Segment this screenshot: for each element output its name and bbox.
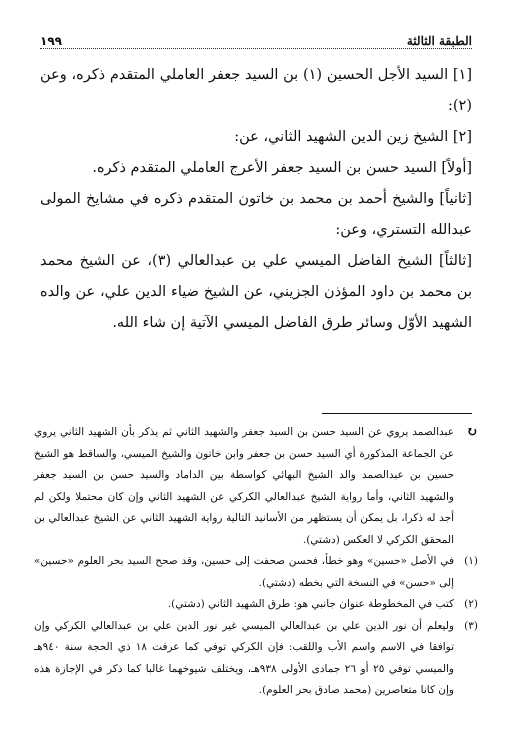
- footnotes: [34, 422, 478, 702]
- footnote-text: كتب في المخطوطة عنوان جانبي هو: طرق الشهيد الثاني (دشتي).: [167, 598, 454, 610]
- footnote-2: [34, 594, 478, 616]
- footnote-text: عبدالصمد يروي عن السيد حسن بن السيد جعفر والشهيد الثاني ثم يذكر بأن الشهيد الثاني يروي عن الجماعة المذكورة أي السيد حسن بن جعفر وابن خاتون والشيخ الميسي، والساقط هو الشيخ حسين بن عبدالصمد والد الشيخ البهائي كواسطة بين الداماد والسيد حسن بن السيد جعفر والشهيد الثاني، وأما رواية الشيخ عبدالعالي الكركي عن الشهيد الثاني وإن كان محتملا ولكن لم أجد له ذكرا، بل يمكن أن يستظهر من الأسانيد التالية رواية الشهيد الثاني عن الشيخ عبدالعالي بن المحقق الكركي لا العكس (دشتي).: [34, 426, 454, 546]
- text-line-4: [ثانياً] والشيخ أحمد بن محمد بن خاتون المتقدم ذكره في مشايخ المولى عبدالله التستري، وعن:: [40, 191, 472, 238]
- footnote-marker: (٢): [464, 598, 478, 610]
- footnote-marker: (١): [464, 555, 478, 567]
- footnote-text: وليعلم أن نور الدين علي بن عبدالعالي الميسي غير نور الدين علي بن عبدالعالي الكركي وإن توافقا في الاسم واسم الأب واللقب: فإن الكركي توفي كما عرفت ١٨ ذي الحجة سنة ٩٤٠هـ والميسي توفي ٢٥ أو ٢٦ جمادى الأولى ٩٣٨هـ، ويختلف شيوخهما غالبا كما ذكر في الإجازة هذه وإن كانا متعاصرين (محمد صادق بحر العلوم).: [34, 619, 455, 696]
- footnote-1: [34, 551, 478, 594]
- running-header: [40, 28, 472, 49]
- main-text: [40, 60, 472, 339]
- footnote-continuation: [34, 422, 478, 551]
- text-line-3: [أولاً] السيد حسن بن السيد جعفر الأعرج العاملي المتقدم ذكره.: [92, 160, 472, 176]
- text-line-2: [٢] الشيخ زين الدين الشهيد الثاني، عن:: [234, 129, 472, 145]
- header-title: الطبقة الثالثة: [406, 34, 472, 48]
- footnote-3: [34, 616, 478, 702]
- footnote-separator: [322, 413, 472, 414]
- footnote-text: في الأصل «حسين» وهو خطأ، فحسن صحفت إلى حسين، وقد صحح السيد بحر العلوم «حسين» إلى «حسن» في النسخة التي بخطه (دشتي).: [34, 555, 454, 589]
- page-number: ١٩٩: [40, 34, 62, 48]
- footnote-marker: (٣): [464, 619, 478, 632]
- text-line-1: [١] السيد الأجل الحسين (١) بن السيد جعفر العاملي المتقدم ذكره، وعن (٢):: [40, 67, 472, 114]
- continuation-arrow-icon: ↻: [466, 424, 478, 440]
- text-line-5: [ثالثاً] الشيخ الفاضل الميسي علي بن عبدالعالي (٣)، عن الشيخ محمد بن محمد بن داود المؤذن الجزيني، عن الشيخ ضياء الدين علي، عن والده الشهيد الأوّل وسائر طرق الفاضل الميسي الآتية إن شاء الله.: [40, 253, 472, 331]
